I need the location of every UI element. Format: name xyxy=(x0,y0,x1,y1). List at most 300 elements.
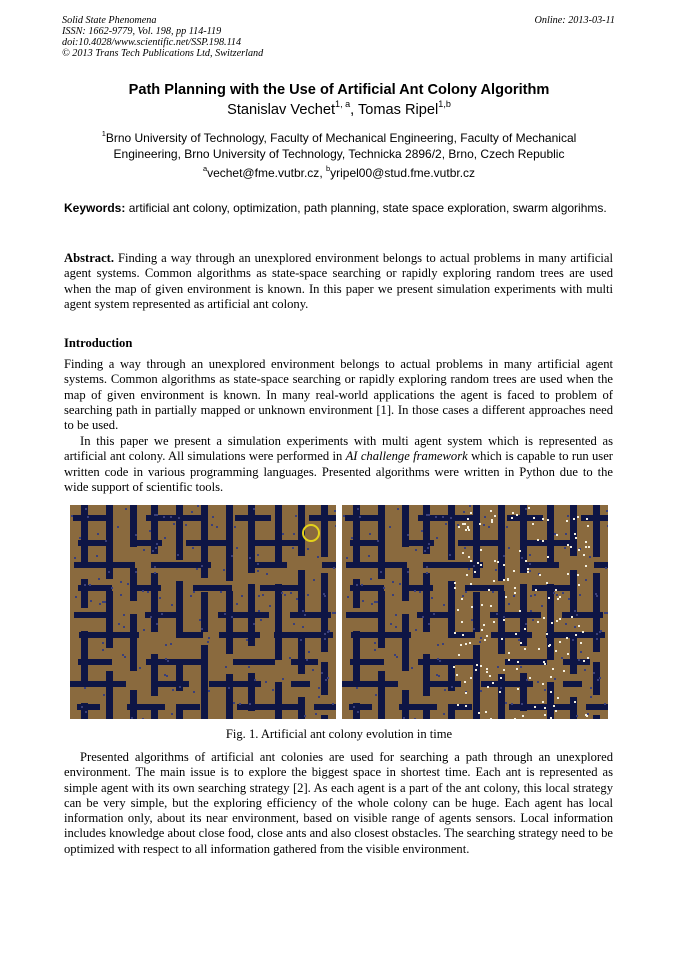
ant-trail xyxy=(486,668,488,670)
ant-trail xyxy=(574,701,576,703)
maze-dot xyxy=(495,569,497,571)
maze-wall xyxy=(418,659,480,665)
maze-dot xyxy=(292,547,294,549)
maze-dot xyxy=(537,681,539,683)
ant-trail xyxy=(465,643,467,645)
maze-wall xyxy=(154,681,189,687)
maze-dot xyxy=(313,579,315,581)
maze-dot xyxy=(199,619,201,621)
maze-dot xyxy=(426,566,428,568)
ant-trail xyxy=(588,546,590,548)
maze-dot xyxy=(526,679,528,681)
maze-dot xyxy=(332,703,334,705)
author-sup: 1, a xyxy=(335,99,351,110)
maze-dot xyxy=(258,610,260,612)
maze-dot xyxy=(323,593,325,595)
maze-dot xyxy=(606,612,608,614)
maze-dot xyxy=(164,674,166,676)
maze-wall xyxy=(176,505,183,560)
maze-dot xyxy=(161,613,163,615)
maze-dot xyxy=(328,630,330,632)
maze-dot xyxy=(179,686,181,688)
ant-trail xyxy=(500,677,502,679)
maze-wall xyxy=(176,632,203,638)
maze-dot xyxy=(84,687,86,689)
maze-dot xyxy=(236,547,238,549)
maze-dot xyxy=(468,568,470,570)
maze-dot xyxy=(246,639,248,641)
maze-dot xyxy=(351,537,353,539)
maze-dot xyxy=(333,567,335,569)
copyright: © 2013 Trans Tech Publications Ltd, Switzerland xyxy=(62,48,264,59)
maze-wall xyxy=(77,704,100,710)
maze-wall xyxy=(350,540,379,546)
maze-dot xyxy=(225,666,227,668)
maze-wall xyxy=(349,704,372,710)
maze-dot xyxy=(534,594,536,596)
maze-wall xyxy=(321,715,328,719)
maze-dot xyxy=(568,598,570,600)
maze-dot xyxy=(576,614,578,616)
ant-trail xyxy=(559,618,561,620)
ant-trail xyxy=(467,527,469,529)
maze-wall xyxy=(448,704,455,719)
maze-wall xyxy=(78,585,112,591)
maze-dot xyxy=(541,605,543,607)
ant-trail xyxy=(466,574,468,576)
ant-trail xyxy=(539,574,541,576)
maze-dot xyxy=(178,517,180,519)
author-name: Stanislav Vechet xyxy=(227,102,336,118)
ant-trail xyxy=(548,645,550,647)
maze-dot xyxy=(353,706,355,708)
maze-dot xyxy=(254,679,256,681)
maze-dot xyxy=(304,614,306,616)
maze-wall xyxy=(345,515,382,521)
ant-trail xyxy=(465,705,467,707)
maze-dot xyxy=(411,667,413,669)
maze-dot xyxy=(464,547,466,549)
ant-trail xyxy=(578,549,580,551)
maze-wall xyxy=(146,659,208,665)
ant-trail xyxy=(470,512,472,514)
maze-dot xyxy=(334,612,336,614)
maze-wall xyxy=(151,505,158,554)
maze-dot xyxy=(154,572,156,574)
maze-wall xyxy=(563,659,590,665)
maze-dot xyxy=(463,511,465,513)
maze-dot xyxy=(395,626,397,628)
ant-trail xyxy=(503,579,505,581)
figure-right-maze xyxy=(342,505,608,719)
maze-dot xyxy=(302,610,304,612)
maze-dot xyxy=(596,638,598,640)
ant-trail xyxy=(582,631,584,633)
maze-dot xyxy=(84,584,86,586)
maze-dot xyxy=(371,603,373,605)
ant-trail xyxy=(580,642,582,644)
abstract-label: Abstract. xyxy=(64,251,115,265)
ant-trail xyxy=(480,564,482,566)
maze-wall xyxy=(342,681,398,687)
maze-dot xyxy=(508,547,510,549)
maze-dot xyxy=(396,656,398,658)
ant-trail xyxy=(552,668,554,670)
online-date: Online: 2013-03-11 xyxy=(534,15,615,26)
maze-wall xyxy=(130,614,137,671)
maze-dot xyxy=(574,626,576,628)
maze-dot xyxy=(579,594,581,596)
ant-trail xyxy=(468,529,470,531)
ant-trail xyxy=(537,621,539,623)
ant-trail xyxy=(490,605,492,607)
maze-wall xyxy=(176,581,183,638)
ant-trail xyxy=(457,704,459,706)
maze-dot xyxy=(105,540,107,542)
maze-dot xyxy=(403,717,405,719)
maze-dot xyxy=(123,614,125,616)
ant-trail xyxy=(515,633,517,635)
maze-dot xyxy=(324,638,326,640)
ant-trail xyxy=(477,562,479,564)
maze-dot xyxy=(407,534,409,536)
ant-trail xyxy=(494,515,496,517)
ant-trail xyxy=(566,520,568,522)
ant-trail xyxy=(470,677,472,679)
ant-trail xyxy=(470,560,472,562)
maze-dot xyxy=(257,570,259,572)
maze-dot xyxy=(357,711,359,713)
maze-dot xyxy=(529,570,531,572)
maze-wall xyxy=(106,591,113,648)
ant-trail xyxy=(480,665,482,667)
ant-trail xyxy=(491,519,493,521)
journal-name: Solid State Phenomena xyxy=(62,15,157,26)
ant-trail xyxy=(537,539,539,541)
ant-trail xyxy=(556,620,558,622)
maze-dot xyxy=(587,713,589,715)
maze-wall xyxy=(201,592,208,632)
maze-wall xyxy=(219,632,260,638)
ant-trail xyxy=(462,634,464,636)
maze-wall xyxy=(254,540,301,546)
maze-wall xyxy=(193,585,232,591)
maze-dot xyxy=(201,565,203,567)
maze-dot xyxy=(147,591,149,593)
abstract xyxy=(64,251,613,312)
maze-wall xyxy=(291,681,310,687)
maze-dot xyxy=(173,523,175,525)
maze-wall xyxy=(402,585,433,591)
maze-wall xyxy=(402,614,409,671)
issn: ISSN: 1662-9779, Vol. 198, pp 114-119 xyxy=(62,26,222,37)
maze-dot xyxy=(590,687,592,689)
maze-wall xyxy=(74,612,109,618)
maze-dot xyxy=(530,595,532,597)
maze-dot xyxy=(428,514,430,516)
ant-trail xyxy=(544,714,546,716)
keywords xyxy=(64,201,613,217)
maze-wall xyxy=(78,659,112,665)
maze-dot xyxy=(599,677,601,679)
ant-trail xyxy=(578,625,580,627)
maze-dot xyxy=(266,573,268,575)
ant-trail xyxy=(483,624,485,626)
maze-dot xyxy=(580,651,582,653)
maze-dot xyxy=(444,689,446,691)
maze-dot xyxy=(375,694,377,696)
maze-dot xyxy=(325,679,327,681)
ant-trail xyxy=(499,691,501,693)
maze-dot xyxy=(369,533,371,535)
maze-wall xyxy=(498,591,505,654)
maze-dot xyxy=(318,687,320,689)
maze-dot xyxy=(262,594,264,596)
keywords-text: artificial ant colony, optimization, path planning, state space exploration, swarm algorihms. xyxy=(125,201,607,215)
maze-wall xyxy=(350,659,384,665)
ant-trail xyxy=(497,561,499,563)
ant-trail xyxy=(567,544,569,546)
maze-wall xyxy=(298,697,305,719)
maze-wall xyxy=(182,704,200,710)
maze-wall xyxy=(570,697,577,719)
maze-dot xyxy=(127,583,129,585)
ant-trail xyxy=(544,707,546,709)
maze-dot xyxy=(71,515,73,517)
ant-trail xyxy=(462,552,464,554)
maze-wall xyxy=(260,585,304,591)
affiliation-sup: 1 xyxy=(101,129,106,139)
maze-dot xyxy=(374,642,376,644)
ant-trail xyxy=(553,705,555,707)
ant-trail xyxy=(514,592,516,594)
maze-dot xyxy=(511,703,513,705)
maze-dot xyxy=(248,666,250,668)
maze-dot xyxy=(419,591,421,593)
email-link[interactable]: vechet@fme.vutbr.cz xyxy=(207,166,320,180)
maze-wall xyxy=(498,674,505,719)
maze-dot xyxy=(564,547,566,549)
maze-dot xyxy=(428,623,430,625)
maze-dot xyxy=(572,639,574,641)
maze-dot xyxy=(142,718,144,719)
maze-dot xyxy=(201,628,203,630)
maze-dot xyxy=(374,649,376,651)
maze-dot xyxy=(234,526,236,528)
ant-trail xyxy=(547,519,549,521)
maze-dot xyxy=(414,590,416,592)
ant-trail xyxy=(567,653,569,655)
paragraph-text: In this paper we present a simulation experiments with multi agent system which is represented as artificial ant colony. All simulations were performed in xyxy=(64,434,613,464)
maze-dot xyxy=(335,525,336,527)
maze-wall xyxy=(521,562,559,568)
maze-dot xyxy=(370,578,372,580)
maze-wall xyxy=(81,579,88,608)
maze-dot xyxy=(576,715,578,717)
maze-wall xyxy=(378,591,385,648)
maze-dot xyxy=(428,543,430,545)
maze-wall xyxy=(346,612,381,618)
maze-dot xyxy=(437,658,439,660)
maze-dot xyxy=(241,595,243,597)
maze-dot xyxy=(220,591,222,593)
maze-dot xyxy=(479,641,481,643)
maze-dot xyxy=(208,690,210,692)
ant-trail xyxy=(543,661,545,663)
maze-wall xyxy=(176,704,183,719)
maze-dot xyxy=(500,687,502,689)
maze-wall xyxy=(201,645,208,719)
maze-dot xyxy=(436,537,438,539)
maze-dot xyxy=(304,715,306,717)
ant-trail xyxy=(570,546,572,548)
ant-trail xyxy=(508,652,510,654)
ant-trail xyxy=(458,654,460,656)
maze-dot xyxy=(415,629,417,631)
ant-trail xyxy=(491,521,493,523)
maze-dot xyxy=(231,616,233,618)
ant-trail xyxy=(555,589,557,591)
maze-dot xyxy=(154,566,156,568)
ant-trail xyxy=(567,573,569,575)
maze-dot xyxy=(196,568,198,570)
maze-dot xyxy=(356,584,358,586)
maze-dot xyxy=(123,626,125,628)
maze-dot xyxy=(216,526,218,528)
maze-dot xyxy=(483,524,485,526)
maze-wall xyxy=(454,704,472,710)
ant-trail xyxy=(490,718,492,719)
maze-dot xyxy=(392,594,394,596)
email-link[interactable]: yripel00@stud.fme.vutbr.cz xyxy=(330,166,476,180)
maze-dot xyxy=(605,567,607,569)
framework-name: AI challenge framework xyxy=(345,449,468,464)
maze-wall xyxy=(249,562,287,568)
ant-trail xyxy=(471,606,473,608)
ant-trail xyxy=(566,637,568,639)
section-heading: Introduction xyxy=(64,336,133,350)
maze-dot xyxy=(415,549,417,551)
maze-dot xyxy=(465,591,467,593)
maze-dot xyxy=(361,584,363,586)
maze-wall xyxy=(547,682,554,719)
ant-trail xyxy=(488,589,490,591)
maze-dot xyxy=(223,569,225,571)
maze-dot xyxy=(473,565,475,567)
maze-dot xyxy=(143,629,145,631)
ant-trail xyxy=(585,565,587,567)
ant-trail xyxy=(587,657,589,659)
ant-trail xyxy=(461,598,463,600)
ant-trail xyxy=(585,714,587,716)
maze-dot xyxy=(518,639,520,641)
maze-dot xyxy=(394,654,396,656)
maze-dot xyxy=(164,537,166,539)
maze-dot xyxy=(122,654,124,656)
maze-dot xyxy=(561,657,563,659)
maze-dot xyxy=(135,571,137,573)
maze-dot xyxy=(131,717,133,719)
ant-trail xyxy=(465,692,467,694)
ant-trail xyxy=(529,677,531,679)
maze-wall xyxy=(491,632,532,638)
maze-dot xyxy=(99,603,101,605)
ant-trail xyxy=(486,635,488,637)
ant-trail xyxy=(586,518,588,520)
maze-wall xyxy=(226,674,233,719)
ant-trail xyxy=(519,550,521,552)
maze-dot xyxy=(208,637,210,639)
maze-dot xyxy=(525,508,527,510)
ant-trail xyxy=(507,578,509,580)
maze-dot xyxy=(156,514,158,516)
maze-dot xyxy=(135,534,137,536)
maze-dot xyxy=(228,687,230,689)
maze-wall xyxy=(351,632,411,638)
ant-trail xyxy=(481,604,483,606)
maze-dot xyxy=(190,595,192,597)
maze-dot xyxy=(424,550,426,552)
ant-trail xyxy=(453,666,455,668)
ant-trail xyxy=(516,514,518,516)
maze-dot xyxy=(503,616,505,618)
maze-dot xyxy=(359,516,361,518)
maze-dot xyxy=(317,556,319,558)
maze-dot xyxy=(211,524,213,526)
ant-trail xyxy=(546,582,548,584)
maze-dot xyxy=(529,563,531,565)
ant-trail xyxy=(557,598,559,600)
ant-trail xyxy=(460,644,462,646)
maze-dot xyxy=(383,587,385,589)
maze-wall xyxy=(570,505,577,556)
ant-trail xyxy=(462,523,464,525)
maze-dot xyxy=(289,657,291,659)
maze-dot xyxy=(343,515,345,517)
maze-dot xyxy=(120,581,122,583)
maze-dot xyxy=(295,515,297,517)
ant-trail xyxy=(551,622,553,624)
maze-dot xyxy=(473,628,475,630)
ant-trail xyxy=(508,659,510,661)
ant-trail xyxy=(543,617,545,619)
maze-wall xyxy=(237,704,298,710)
maze-dot xyxy=(554,678,556,680)
maze-dot xyxy=(150,616,152,618)
ant-trail xyxy=(517,661,519,663)
maze-dot xyxy=(324,633,326,635)
maze-dot xyxy=(102,642,104,644)
maze-dot xyxy=(233,702,235,704)
maze-dot xyxy=(508,603,510,605)
ant-trail xyxy=(454,632,456,634)
maze-dot xyxy=(426,572,428,574)
maze-dot xyxy=(170,516,172,518)
maze-dot xyxy=(506,526,508,528)
maze-dot xyxy=(163,516,165,518)
maze-wall xyxy=(593,505,600,557)
maze-dot xyxy=(480,637,482,639)
maze-dot xyxy=(149,530,151,532)
ant-trail xyxy=(571,616,573,618)
maze-dot xyxy=(102,649,104,651)
maze-dot xyxy=(257,563,259,565)
keywords-label: Keywords: xyxy=(64,201,126,215)
maze-dot xyxy=(293,533,295,535)
maze-dot xyxy=(435,516,437,518)
maze-dot xyxy=(120,594,122,596)
maze-dot xyxy=(302,626,304,628)
